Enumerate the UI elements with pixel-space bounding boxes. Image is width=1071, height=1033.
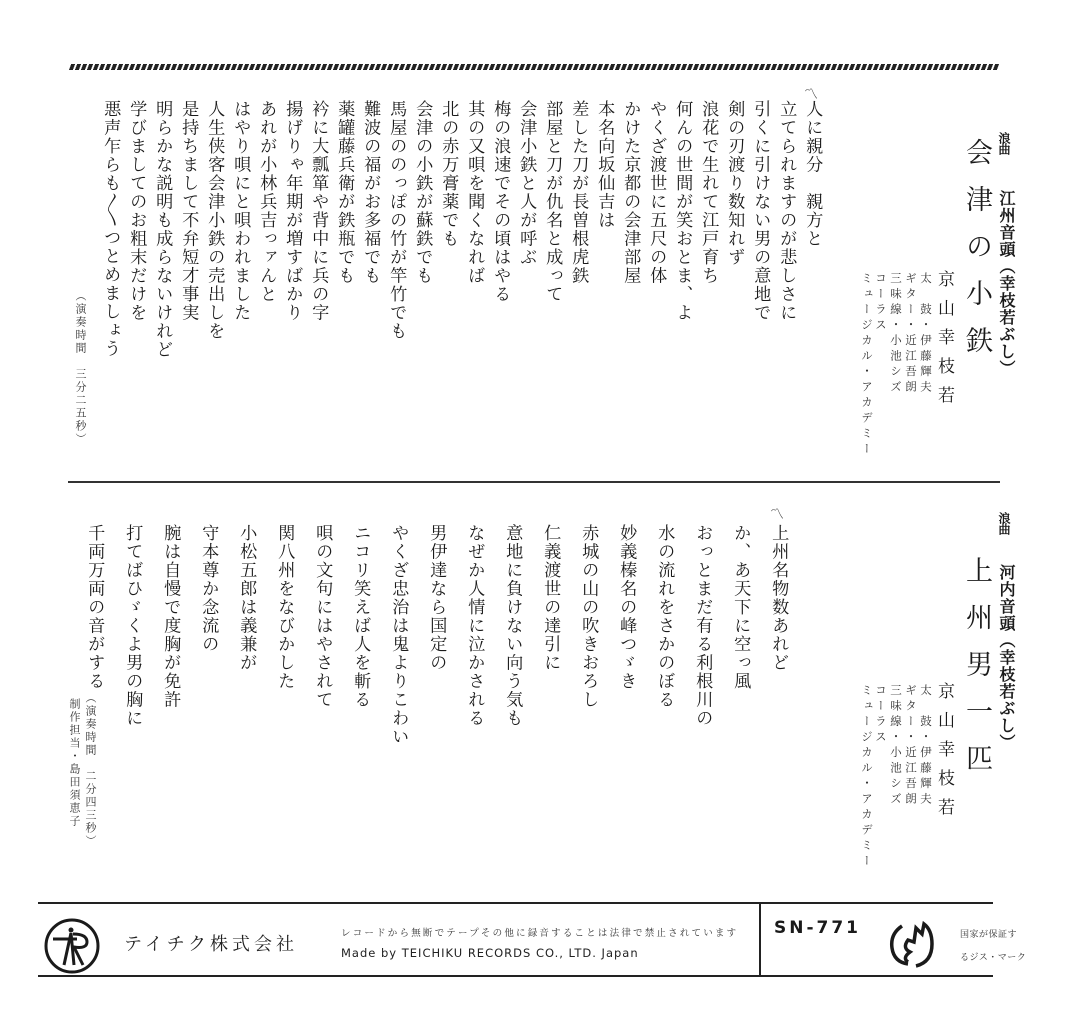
- lyric-line: 男伊達なら国定の: [426, 524, 447, 672]
- lyric-line: 妙義榛名の峰つゞき: [616, 524, 637, 691]
- jis-caption: [960, 924, 1030, 970]
- footer-top-rule: [38, 902, 993, 904]
- credit-chorus: コーラス: [874, 684, 888, 746]
- lyric-line: はやり唄にと唄われました: [230, 100, 251, 322]
- credit-chorus: コーラス: [874, 272, 888, 334]
- credit-chorus-group: ミュージカル・アカデミー: [860, 272, 874, 458]
- lyric-line: 会津の小鉄が蘇鉄でも: [412, 100, 433, 285]
- catalog-number: SN-771: [774, 918, 862, 938]
- lyric-line: 水の流れをさかのぼる: [654, 524, 675, 709]
- section-divider: [68, 481, 1000, 483]
- lyric-line: 難波の福がお多福でも: [360, 100, 381, 285]
- song-title: 上州男一匹: [961, 556, 992, 791]
- intro-mark-icon: 〽: [770, 507, 784, 523]
- lyric-line: 揚げりゃ年期が増すばかり: [282, 100, 303, 322]
- credit-drums: 太 鼓・伊藤輝夫: [919, 684, 933, 808]
- lyric-line: 意地に負けない向う気も: [502, 524, 523, 728]
- performance-time: （演奏時間 三分二五秒）: [74, 290, 87, 446]
- lyric-line: やくざ渡世に五尺の体: [646, 100, 667, 285]
- lyric-line: 千両万両の音がする: [84, 524, 105, 691]
- teichiku-logo-icon: [43, 917, 101, 975]
- artist-name: 京山幸枝若: [934, 270, 954, 415]
- jis-caption-line1: 国家が保証す: [960, 930, 1018, 940]
- lyric-line: 引くに引けない男の意地で: [750, 100, 771, 322]
- lyric-line: 其の又唄を聞くなれば: [464, 100, 485, 285]
- lyric-line: 赤城の山の吹きおろし: [578, 524, 599, 709]
- song-joshu-otoko-ippiki: [60, 492, 1020, 892]
- lyric-line: 馬屋ののっぽの竹が竿竹でも: [386, 100, 407, 341]
- jis-mark-icon: [888, 918, 936, 970]
- credit-shamisen: 三味線・小池シズ: [889, 684, 903, 808]
- lyric-line: 仁義渡世の達引に: [540, 524, 561, 672]
- lyric-line: やくざ忠治は鬼よりこわい: [388, 524, 409, 746]
- lyric-line: 立てられますのが悲しさに: [776, 100, 797, 322]
- lyric-line: おっとまだ有る利根川の: [692, 524, 713, 728]
- lyric-line: なぜか人情に泣かされる: [464, 524, 485, 728]
- manufacturer-line: Made by TEICHIKU RECORDS CO., LTD. Japan: [341, 946, 639, 960]
- lyric-line: 人に親分 親方と: [802, 100, 823, 248]
- lyric-line: 学びましてのお粗末だけを: [126, 100, 147, 322]
- lyric-line: 衿に大瓢箪や背中に兵の字: [308, 100, 329, 322]
- lyric-line: 是持ちまして不弁短才事実: [178, 100, 199, 322]
- lyric-line: 浪花で生れて江戸育ち: [698, 100, 719, 285]
- lyric-line: 小松五郎は義兼が: [236, 524, 257, 672]
- song-title: 会津の小鉄: [961, 138, 992, 373]
- lyric-line: 守本尊か念流の: [198, 524, 219, 654]
- footer-divider: [759, 902, 761, 977]
- lyric-line: 明らかな説明も成らないけれど: [152, 100, 173, 359]
- lyric-line: 差した刀が長曽根虎鉄: [568, 100, 589, 285]
- lyric-line: かけた京都の会津部屋: [620, 100, 641, 285]
- intro-mark-icon: 〽: [804, 87, 818, 103]
- lyric-line: 部屋と刀が仇名と成って: [542, 100, 563, 304]
- lyric-line: 関八州をなびかした: [274, 524, 295, 691]
- credit-shamisen: 三味線・小池シズ: [889, 272, 903, 396]
- jis-caption-line2: るジス・マーク: [960, 953, 1027, 963]
- lyric-line: 打てばひゞくよ男の胸に: [122, 524, 143, 728]
- copyright-notice: レコードから無断でテープその他に録音することは法律で禁止されています: [341, 928, 739, 939]
- credit-drums: 太 鼓・伊藤輝夫: [919, 272, 933, 396]
- producer-credit: 制作担当・島田須恵子: [68, 698, 81, 828]
- lyric-line: 腕は自慢で度胸が免許: [160, 524, 181, 709]
- lyric-line: 本名向坂仙吉は: [594, 100, 615, 230]
- lyric-line: 上州名物数あれど: [768, 524, 789, 672]
- company-name: テイチク株式会社: [124, 934, 299, 955]
- footer-bottom-rule: [38, 975, 993, 977]
- lyric-line: 人生侠客会津小鉄の売出しを: [204, 100, 225, 341]
- lyric-line: あれが小林兵吉っァんと: [256, 100, 277, 304]
- artist-name: 京山幸枝若: [934, 682, 954, 827]
- lyric-line: 会津小鉄と人が呼ぶ: [516, 100, 537, 267]
- lyric-line: 梅の浪速でその頃はやる: [490, 100, 511, 304]
- song-subtitle: 江州音頭（幸枝若ぶし）: [997, 190, 1016, 377]
- genre-label: 浪曲: [997, 512, 1011, 534]
- lyric-line: 薬罐藤兵衛が鉄瓶でも: [334, 100, 355, 285]
- credit-chorus-group: ミュージカル・アカデミー: [860, 684, 874, 870]
- credit-guitar: ギター・近江吾朗: [904, 272, 918, 396]
- lyric-line: ニコリ笑えば人を斬る: [350, 524, 371, 709]
- song-subtitle: 河内音頭（幸枝若ぶし）: [997, 564, 1016, 751]
- genre-label: 浪曲: [997, 132, 1011, 154]
- lyric-line: 何んの世間が笑おとま、よ: [672, 100, 693, 322]
- lyric-line: 悪声乍らも〳〵つとめましょう: [100, 100, 121, 358]
- credit-guitar: ギター・近江吾朗: [904, 684, 918, 808]
- performance-time: （演奏時間 二分四三秒）: [84, 692, 97, 848]
- lyric-line: 剣の刃渡り数知れず: [724, 100, 745, 267]
- lyric-line: 北の赤万膏薬でも: [438, 100, 459, 248]
- lyric-line: 唄の文句にはやされて: [312, 524, 333, 709]
- song-aizu-no-kotetsu: [60, 78, 1020, 476]
- top-dashed-rule: [69, 64, 999, 70]
- lyric-line: か、あ天下に空っ風: [730, 524, 751, 691]
